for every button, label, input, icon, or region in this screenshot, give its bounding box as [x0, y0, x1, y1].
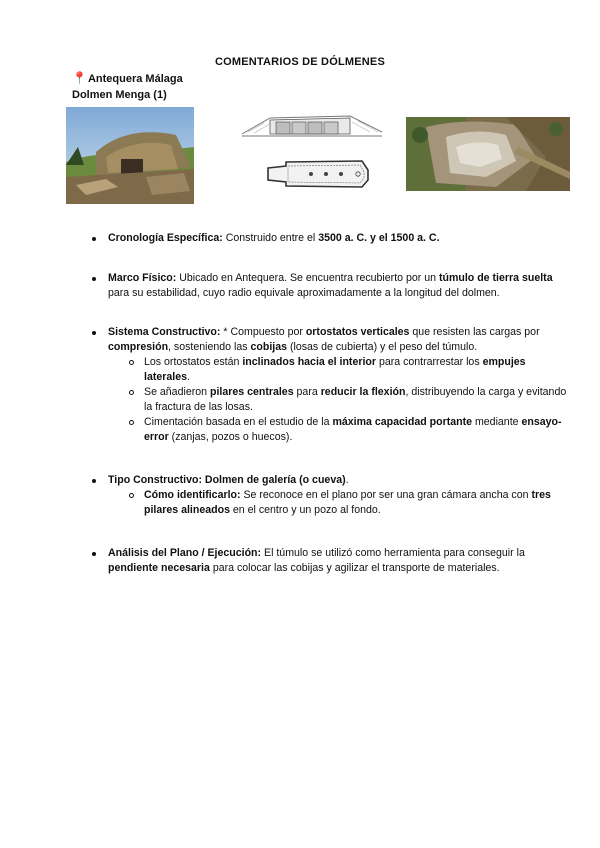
item-text: , sosteniendo las: [168, 341, 251, 354]
item-text: que resisten las cargas por: [409, 326, 540, 339]
sub-list-item: [108, 385, 572, 415]
sub-text: Los ortostatos están: [144, 356, 243, 369]
item-text: para su estabilidad, cuyo radio equivale aproximadamente a la longitud del dolmen.: [108, 287, 500, 300]
item-bold: 3500 a. C. y el 1500 a. C.: [318, 232, 440, 244]
item-bold: túmulo de tierra suelta: [438, 272, 553, 285]
item-text: * Compuesto por: [220, 326, 306, 339]
dolmen-aerial-photo: [406, 117, 570, 191]
sub-text: Se añadieron: [144, 386, 210, 399]
location-text: Antequera Málaga: [87, 73, 183, 85]
item-bold: Dolmen de galería (o cueva): [204, 474, 346, 487]
dolmen-entrance-photo: [66, 107, 194, 204]
item-label: Sistema Constructivo:: [108, 326, 221, 339]
sub-text: .: [187, 371, 190, 384]
sub-text: Se reconoce en el plano por ser una gran cámara ancha con: [240, 489, 532, 502]
item-text: para colocar las cobijas y agilizar el transporte de materiales.: [209, 562, 500, 575]
location-line: [72, 70, 183, 88]
sub-list-item: [108, 355, 572, 385]
list-item: [92, 325, 572, 445]
sub-bold: reducir la flexión: [320, 386, 406, 399]
sub-bold: pilares centrales: [209, 386, 294, 399]
sub-bold: tres pilares alineados: [144, 489, 551, 517]
location-block: [72, 70, 183, 104]
item-bold: pendiente necesaria: [108, 562, 210, 575]
map-pin-icon: 📍: [72, 71, 87, 85]
sub-bold: máxima capacidad portante: [332, 416, 473, 429]
sub-text: mediante: [472, 416, 522, 429]
dolmen-subtitle: Dolmen Menga (1): [72, 88, 167, 101]
item-bold: compresión: [108, 341, 169, 354]
list-item: [92, 271, 572, 301]
list-item: [92, 546, 572, 576]
item-text: Construido entre el: [222, 232, 319, 244]
sub-text: , distribuyendo la carga y evitando la fractura de las losas.: [144, 386, 567, 414]
dolmen-floor-plan: [266, 158, 370, 190]
sub-bold: Cómo identificarlo:: [144, 489, 241, 502]
item-text: El túmulo se utilizó como herramienta para conseguir la: [261, 547, 525, 560]
item-bold: ortostatos verticales: [305, 326, 410, 339]
sub-list-item: [108, 415, 572, 445]
list-item: [92, 231, 572, 246]
sub-text: Cimentación basada en el estudio de la: [144, 416, 333, 429]
sub-bold: ensayo-error: [144, 416, 562, 444]
list-item: [92, 473, 572, 518]
sub-list-item: [108, 488, 572, 518]
sub-bold: inclinados hacia el interior: [242, 356, 376, 369]
item-text: .: [345, 474, 349, 487]
content-list: [92, 231, 572, 598]
item-text: Ubicado en Antequera. Se encuentra recubierto por un: [176, 272, 439, 285]
item-label: Análisis del Plano / Ejecución:: [108, 547, 262, 560]
dolmen-section-drawing: [240, 108, 384, 144]
sub-text: para: [293, 386, 321, 399]
sub-text: en el centro y un pozo al fondo.: [229, 504, 381, 517]
sub-bold: empujes laterales: [144, 356, 526, 384]
item-label: Cronología Específica:: [108, 232, 223, 244]
page-title: COMENTARIOS DE DÓLMENES: [214, 56, 385, 68]
sub-text: para contrarrestar los: [376, 356, 483, 369]
item-label: Tipo Constructivo:: [108, 474, 202, 487]
sub-text: (zanjas, pozos o huecos).: [168, 431, 293, 444]
item-bold: cobijas: [250, 341, 288, 354]
item-text: (losas de cubierta) y el peso del túmulo.: [287, 341, 478, 354]
item-label: Marco Físico:: [108, 272, 177, 285]
